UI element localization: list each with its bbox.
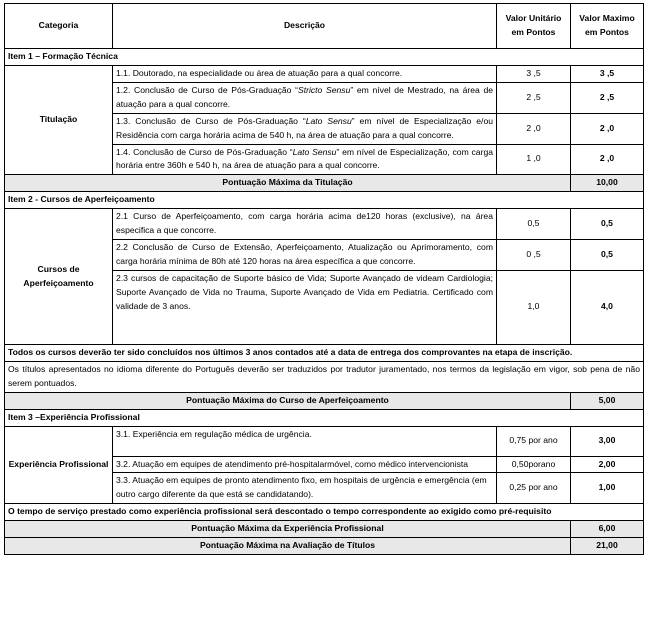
table-row (5, 426, 644, 456)
row-description (113, 113, 497, 144)
score-table (4, 3, 644, 555)
row-description: 2.2 Conclusão de Curso de Extensão, Aperfeiçoamento, Atualização ou Aprimoramento, com carga horária mínima de 80h até 120 horas na área específica a que concorre. (113, 240, 497, 271)
table-row (5, 209, 644, 240)
grand-total-label: Pontuação Máxima na Avaliação de Títulos (5, 538, 571, 555)
row-unit-value: 1,0 (497, 270, 571, 344)
section-row-item1 (5, 49, 644, 66)
row-description: 1.1. Doutorado, na especialidade ou área de atuação para a qual concorre. (113, 65, 497, 82)
row-unit-value: 0,25 por ano (497, 473, 571, 504)
row-max-value: 1,00 (571, 473, 644, 504)
grand-total-row (5, 538, 644, 555)
total-label: Pontuação Máxima do Curso de Aperfeiçoamento (5, 392, 571, 409)
note-row (5, 344, 644, 361)
header-categoria: Categoria (5, 4, 113, 49)
row-max-value: 3,00 (571, 426, 644, 456)
row-max-value: 2 ,0 (571, 113, 644, 144)
row-unit-value: 0,50porano (497, 456, 571, 473)
note-cursos-prazo: Todos os cursos deverão ter sido concluídos nos últimos 3 anos contados até a data de entrega dos comprovantes na etapa de inscrição. (5, 344, 644, 361)
row-description (113, 82, 497, 113)
note-row (5, 504, 644, 521)
row-description: 3.3. Atuação em equipes de pronto atendimento fixo, em hospitais de urgência e emergência (em outro cargo diferente da que está se candidatando). (113, 473, 497, 504)
total-value: 6,00 (571, 521, 644, 538)
section-title-item3: Item 3 –Experiência Profissional (5, 409, 644, 426)
header-valor-unitario: Valor Unitário em Pontos (497, 4, 571, 49)
note-traducao: Os títulos apresentados no idioma diferente do Português deverão ser traduzidos por tradutor juramentado, nos termos da legislação em vigor, sob pena de não serem pontuados. (5, 361, 644, 392)
total-label: Pontuação Máxima da Experiência Profissional (5, 521, 571, 538)
row-description (113, 144, 497, 175)
row-unit-value: 0 ,5 (497, 240, 571, 271)
desc-emphasis: Lato Sensu (292, 146, 337, 157)
category-cursos: Cursos de Aperfeiçoamento (5, 209, 113, 345)
row-max-value: 0,5 (571, 240, 644, 271)
row-description: 2.3 cursos de capacitação de Suporte básico de Vida; Suporte Avançado de videam Cardiologia; Suporte Avançado de Vida no Trauma, Suporte Avançado de Vida em Pediatria. Certificado com validade de 3 anos. (113, 270, 497, 344)
total-row-item1 (5, 175, 644, 192)
row-unit-value: 3 ,5 (497, 65, 571, 82)
section-row-item3 (5, 409, 644, 426)
table-header-row (5, 4, 644, 49)
desc-text: ” em nível de Especialização, com carga horária entre 360h e 540 h, na área de atuação para a qual concorre. (116, 146, 493, 171)
section-title-item2: Item 2 - Cursos de Aperfeiçoamento (5, 192, 644, 209)
total-value: 10,00 (571, 175, 644, 192)
table-row (5, 65, 644, 82)
section-row-item2 (5, 192, 644, 209)
note-row (5, 361, 644, 392)
desc-text: 1.3. Conclusão de Curso de Pós-Graduação “ (116, 115, 306, 126)
row-max-value: 2 ,0 (571, 144, 644, 175)
desc-text: 1.4. Conclusão de Curso de Pós-Graduação “ (116, 146, 293, 157)
row-max-value: 4,0 (571, 270, 644, 344)
row-unit-value: 0,75 por ano (497, 426, 571, 456)
total-label: Pontuação Máxima da Titulação (5, 175, 571, 192)
row-description: 2.1 Curso de Aperfeiçoamento, com carga horária acima de120 horas (exclusive), na área especifica a que concorre. (113, 209, 497, 240)
total-row-item2 (5, 392, 644, 409)
desc-emphasis: Lato Sensu (305, 115, 352, 126)
desc-emphasis: Stricto Sensu (297, 84, 351, 95)
row-max-value: 3 ,5 (571, 65, 644, 82)
row-max-value: 2 ,5 (571, 82, 644, 113)
note-tempo-servico: O tempo de serviço prestado como experiência profissional será descontado o tempo correspondente ao exigido como pré-requisito (5, 504, 644, 521)
header-descricao: Descrição (113, 4, 497, 49)
desc-text: 1.2. Conclusão de Curso de Pós-Graduação “ (116, 84, 298, 95)
row-max-value: 0,5 (571, 209, 644, 240)
row-unit-value: 1 ,0 (497, 144, 571, 175)
row-unit-value: 2 ,5 (497, 82, 571, 113)
category-titulacao: Titulação (5, 65, 113, 174)
row-unit-value: 0,5 (497, 209, 571, 240)
desc-text: ” em nível de Especialização e/ou Residência com carga horária acima de 540 h, na área de atuação para a qual concorre. (116, 115, 494, 140)
header-valor-maximo: Valor Maximo em Pontos (571, 4, 644, 49)
row-description: 3.1. Experiência em regulação médica de urgência. (113, 426, 497, 456)
row-description: 3.2. Atuação em equipes de atendimento pré-hospitalarmóvel, como médico intervencionista (113, 456, 497, 473)
row-unit-value: 2 ,0 (497, 113, 571, 144)
desc-text: ” em nível de Mestrado, na área de atuação para a qual concorre. (116, 84, 494, 109)
section-title-item1: Item 1 – Formação Técnica (5, 49, 644, 66)
total-row-item3 (5, 521, 644, 538)
total-value: 5,00 (571, 392, 644, 409)
row-max-value: 2,00 (571, 456, 644, 473)
category-experiencia: Experiência Profissional (5, 426, 113, 504)
grand-total-value: 21,00 (571, 538, 644, 555)
